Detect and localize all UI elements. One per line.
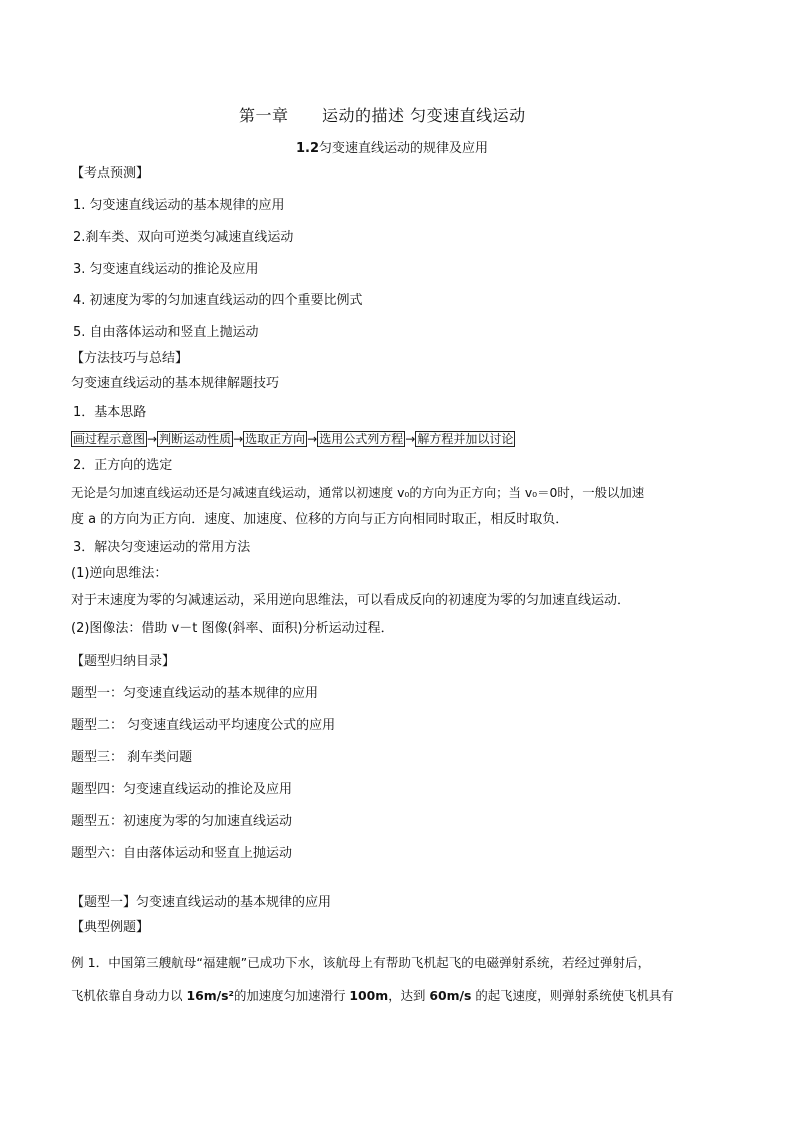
methods-step-2-line-1: 无论是匀加速直线运动还是匀减速直线运动，通常以初速度 v₀的方向为正方向；当 v₀＝0时，一般以加速 [71, 485, 645, 500]
flow-arrow: → [147, 432, 158, 446]
example-1-distance: 100m [349, 988, 389, 1003]
example-1-text-a: 飞机依靠自身动力以 [71, 988, 187, 1003]
preview-item-5: 5. 自由落体运动和竖直上抛运动 [73, 325, 259, 340]
example-1-text-c: 的加速度匀加速滑行 [233, 988, 350, 1003]
catalog-item-1: 题型一：匀变速直线运动的基本规律的应用 [71, 686, 319, 701]
example-heading: 【典型例题】 [71, 920, 150, 935]
catalog-item-6: 题型六：自由落体运动和竖直上抛运动 [71, 846, 293, 861]
catalog-item-3: 题型三： 刹车类问题 [71, 750, 193, 765]
preview-item-4: 4. 初速度为零的匀加速直线运动的四个重要比例式 [73, 293, 363, 308]
preview-item-2: 2.刹车类、双向可逆类匀减速直线运动 [73, 230, 294, 245]
preview-heading: 【考点预测】 [71, 166, 150, 181]
methods-step-2: 2．正方向的选定 [73, 458, 173, 473]
section-title [296, 141, 488, 157]
chapter-title: 运动的描述 匀变速直线运动 [322, 106, 526, 125]
section-1-heading: 【题型一】匀变速直线运动的基本规律的应用 [71, 895, 332, 910]
flow-step-3: 选取正方向 [245, 432, 306, 446]
example-1-text-e: ，达到 [388, 988, 430, 1003]
catalog-item-5: 题型五：初速度为零的匀加速直线运动 [71, 814, 293, 829]
methods-step-2-line-2: 度 a 的方向为正方向．速度、加速度、位移的方向与正方向相同时取正，相反时取负． [71, 512, 569, 527]
catalog-heading: 【题型归纳目录】 [71, 654, 176, 669]
section-title-text: 匀变速直线运动的规律及应用 [319, 141, 489, 156]
methods-heading: 【方法技巧与总结】 [71, 351, 189, 366]
catalog-item-2: 题型二： 匀变速直线运动平均速度公式的应用 [71, 718, 336, 733]
flow-step-5: 解方程并加以讨论 [417, 432, 514, 446]
example-1-speed: 60m/s [429, 988, 472, 1003]
preview-item-3: 3. 匀变速直线运动的推论及应用 [73, 262, 259, 277]
methods-step-1: 1．基本思路 [73, 405, 147, 420]
example-1-text-g: 的起飞速度，则弹射系统使飞机具有 [471, 988, 674, 1003]
preview-item-1: 1. 匀变速直线运动的基本规律的应用 [73, 198, 285, 213]
method-1-title: (1)逆向思维法： [71, 566, 168, 581]
methods-step-3: 3．解决匀变速运动的常用方法 [73, 540, 251, 555]
example-1-acceleration: 16m/s² [186, 988, 234, 1003]
flow-step-4: 选用公式列方程 [319, 432, 404, 446]
method-1-text: 对于末速度为零的匀减速运动，采用逆向思维法，可以看成反向的初速度为零的匀加速直线运动． [71, 593, 631, 608]
catalog-item-4: 题型四：匀变速直线运动的推论及应用 [71, 782, 293, 797]
flow-step-1: 画过程示意图 [73, 432, 146, 446]
example-1-line-2 [71, 988, 674, 1004]
flow-step-2: 判断运动性质 [159, 432, 232, 446]
flow-arrow: → [307, 432, 318, 446]
method-2-text: (2)图像法：借助 v－t 图像(斜率、面积)分析运动过程． [71, 621, 394, 636]
chapter-number: 第一章 [239, 106, 289, 125]
flow-arrow: → [233, 432, 244, 446]
methods-subtitle: 匀变速直线运动的基本规律解题技巧 [71, 376, 280, 391]
example-1-line-1: 例 1．中国第三艘航母“福建舰”已成功下水，该航母上有帮助飞机起飞的电磁弹射系统，若经过弹射后， [71, 955, 651, 970]
section-number: 1.2 [296, 141, 320, 156]
flow-diagram [71, 431, 515, 447]
flow-arrow: → [405, 432, 416, 446]
